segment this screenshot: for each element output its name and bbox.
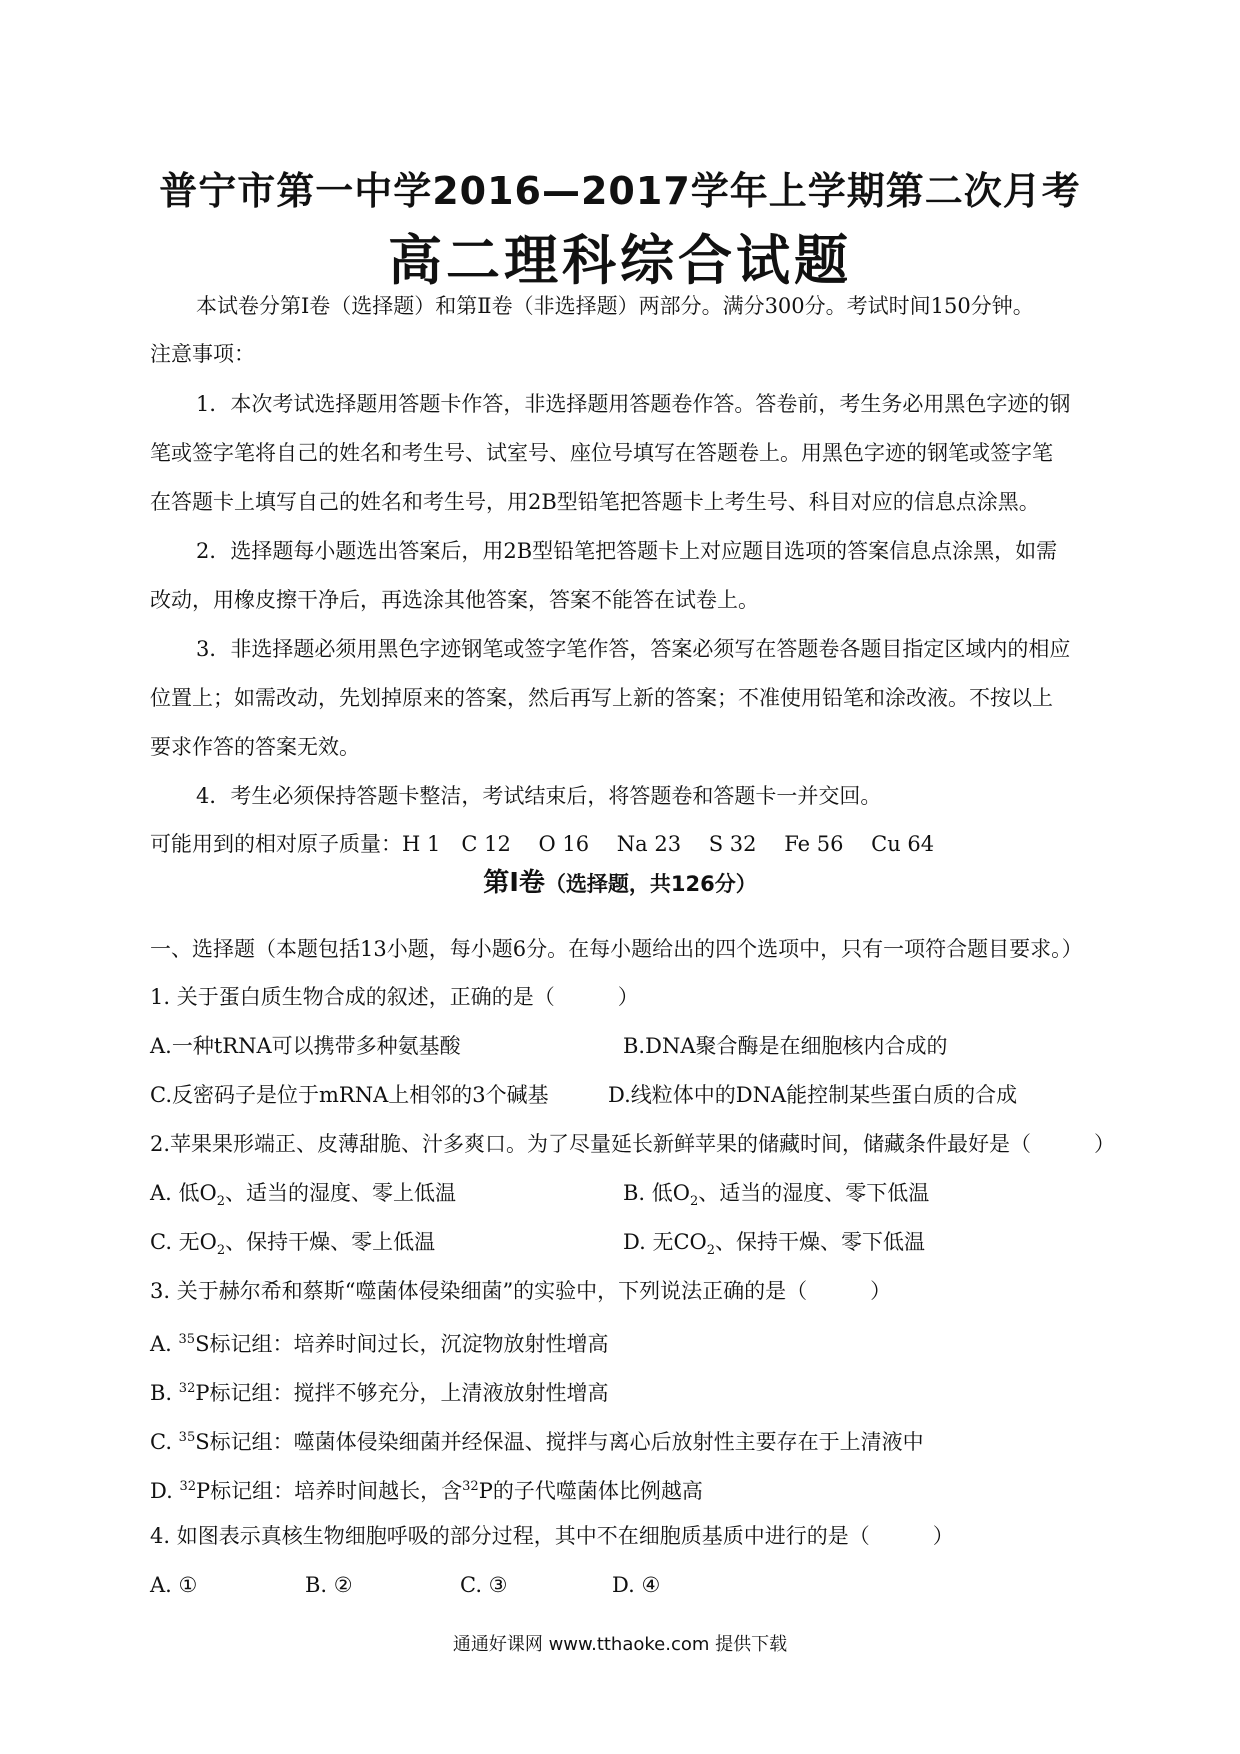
exam-subtitle: 高二理科综合试题 (388, 229, 852, 292)
q1-stem: 1. 关于蛋白质生物合成的叙述，正确的是（ ） (150, 985, 639, 1009)
q1-option-b: B.DNA聚合酶是在细胞核内合成的 (623, 1034, 948, 1058)
notice-4: 4．考生必须保持答题卡整洁，考试结束后，将答题卷和答题卡一并交回。 (196, 784, 882, 808)
q2-option-d: D. 无$CO_2$、保持干燥、零下低温 (623, 1230, 926, 1259)
q4-option-a: A. ① (150, 1573, 198, 1597)
q3-option-b: B. $^{32}$P标记组：搅拌不够充分，上清液放射性增高 (150, 1381, 609, 1405)
q3-stem: 3. 关于赫尔希和蔡斯“噬菌体侵染细菌”的实验中，下列说法正确的是（ ） (150, 1279, 892, 1303)
exam-title: 普宁市第一中学2016—2017学年上学期第二次月考 (159, 169, 1081, 213)
q4-option-d: D. ④ (612, 1573, 661, 1597)
atomic-masses: 可能用到的相对原子质量：H 1 C 12 O 16 Na 23 S 32 Fe 56 Cu 64 (150, 832, 935, 856)
notice-2-line-2: 改动，用橡皮擦干净后，再选涂其他答案，答案不能答在试卷上。 (150, 588, 759, 612)
q1-option-d: D.线粒体中的DNA能控制某些蛋白质的合成 (608, 1083, 1018, 1107)
notice-2-line-1: 2．选择题每小题选出答案后，用2B型铅笔把答题卡上对应题目选项的答案信息点涂黑，如需 (196, 539, 1058, 563)
page-footer: 通通好课网 www.tthaoke.com 提供下载 (452, 1634, 788, 1655)
q1-option-a: A.一种tRNA可以携带多种氨基酸 (150, 1034, 461, 1058)
part1-instruction: 一、选择题（本题包括13小题，每小题6分。在每小题给出的四个选项中，只有一项符合题目要求。） (150, 937, 1083, 961)
notice-3-line-3: 要求作答的答案无效。 (150, 735, 360, 759)
section-heading (0, 862, 1240, 899)
notice-1-line-1: 1．本次考试选择题用答题卡作答，非选择题用答题卷作答。答卷前，考生务必用黑色字迹的钢 (196, 392, 1071, 416)
q3-option-d: D. $^{32}$P标记组：培养时间越长，含$^{32}$P的子代噬菌体比例越高 (150, 1479, 703, 1503)
notice-heading: 注意事项： (150, 342, 255, 366)
notice-3-line-2: 位置上；如需改动，先划掉原来的答案，然后再写上新的答案；不准使用铅笔和涂改液。不按以上 (150, 686, 1053, 710)
section-title: 第Ⅰ卷 (483, 868, 545, 898)
q3-option-a: A. $^{35}$S标记组：培养时间过长，沉淀物放射性增高 (150, 1332, 609, 1356)
notice-1-line-3: 在答题卡上填写自己的姓名和考生号，用2B型铅笔把答题卡上考生号、科目对应的信息点涂黑。 (150, 490, 1040, 514)
q2-option-b: B. 低$O_2$、适当的湿度、零下低温 (623, 1181, 930, 1210)
q2-option-c: C. 无$O_2$、保持干燥、零上低温 (150, 1230, 436, 1259)
q1-option-c: C.反密码子是位于mRNA上相邻的3个碱基 (150, 1083, 549, 1107)
q2-option-a: A. 低$O_2$、适当的湿度、零上低温 (150, 1181, 457, 1210)
q4-option-c: C. ③ (460, 1573, 508, 1597)
q4-option-b: B. ② (305, 1573, 353, 1597)
q3-option-c: C. $^{35}$S标记组：噬菌体侵染细菌并经保温、搅拌与离心后放射性主要存在于上清液中 (150, 1430, 924, 1454)
q2-stem: 2.苹果果形端正、皮薄甜脆、汁多爽口。为了尽量延长新鲜苹果的储藏时间，储藏条件最好是（ ） (150, 1132, 1116, 1156)
intro-text: 本试卷分第Ⅰ卷（选择题）和第Ⅱ卷（非选择题）两部分。满分300分。考试时间150分钟。 (196, 294, 1034, 318)
notice-1-line-2: 笔或签字笔将自己的姓名和考生号、试室号、座位号填写在答题卷上。用黑色字迹的钢笔或签字笔 (150, 441, 1053, 465)
notice-3-line-1: 3．非选择题必须用黑色字迹钢笔或签字笔作答，答案必须写在答题卷各题目指定区域内的相应 (196, 637, 1071, 661)
section-detail: （选择题，共126分） (544, 872, 757, 896)
q4-stem: 4. 如图表示真核生物细胞呼吸的部分过程，其中不在细胞质基质中进行的是（ ） (150, 1524, 954, 1548)
